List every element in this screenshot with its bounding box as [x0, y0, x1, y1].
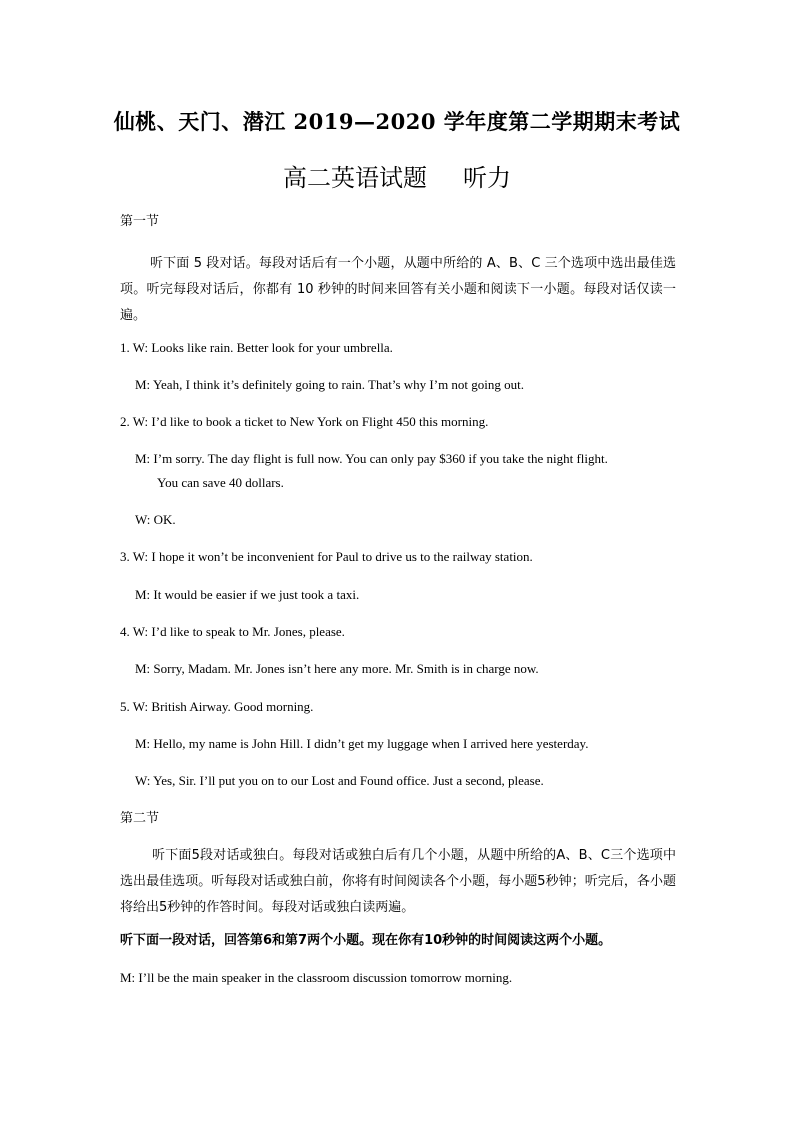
dialogue-4-line-2: M: Sorry, Madam. Mr. Jones isn’t here any more. Mr. Smith is in charge now. [135, 661, 539, 676]
dialogue-5-line-1: 5. W: British Airway. Good morning. [120, 699, 314, 714]
dialogue-2-line-3: W: OK. [135, 512, 176, 527]
exam-subtitle [0, 158, 794, 193]
dialogue-1-line-2: M: Yeah, I think it’s definitely going to rain. That’s why I’m not going out. [135, 377, 525, 392]
dialogue-1-line-1: 1. W: Looks like rain. Better look for your umbrella. [120, 340, 393, 355]
section2-instructions: 听下面5段对话或独白。每段对话或独白后有几个小题，从题中所给的A、B、C三个选项中选出最佳选项。听每段对话或独白前，你将有时间阅读各个小题，每小题5秒钟；听完后，各小题将给出5秒钟的作答时间。每段对话或独白读两遍。 [120, 848, 676, 915]
dialogue-4-line-1: 4. W: I’d like to speak to Mr. Jones, please. [120, 624, 345, 639]
section2-prompt: 听下面一段对话，回答第6和第7两个小题。现在你有10秒钟的时间阅读这两个小题。 [120, 933, 612, 948]
dialogue-3-line-1: 3. W: I hope it won’t be inconvenient for Paul to drive us to the railway station. [120, 549, 533, 564]
dialogue-2-line-2-cont: You can save 40 dollars. [157, 475, 284, 490]
dialogue-2-line-1: 2. W: I’d like to book a ticket to New York on Flight 450 this morning. [120, 414, 489, 429]
subtitle-subject: 高二英语试题 [283, 164, 427, 192]
section2-dialogue-line-1: M: I’ll be the main speaker in the classroom discussion tomorrow morning. [120, 970, 513, 985]
section2-heading: 第二节 [120, 811, 160, 826]
dialogue-3-line-2: M: It would be easier if we just took a taxi. [135, 587, 360, 602]
dialogue-2-line-2: M: I’m sorry. The day flight is full now. You can only pay $360 if you take the night flight. [135, 451, 608, 466]
dialogue-5-line-3: W: Yes, Sir. I’ll put you on to our Lost and Found office. Just a second, please. [135, 773, 544, 788]
dialogue-5-line-2: M: Hello, my name is John Hill. I didn’t get my luggage when I arrived here yesterday. [135, 736, 589, 751]
section1-heading: 第一节 [120, 214, 160, 229]
subtitle-part: 听力 [463, 164, 511, 192]
section1-instructions: 听下面 5 段对话。每段对话后有一个小题，从题中所给的 A、B、C 三个选项中选出最佳选项。听完每段对话后，你都有 10 秒钟的时间来回答有关小题和阅读下一小题。每段对话仅读一遍。 [120, 256, 676, 323]
exam-title: 仙桃、天门、潜江 2019—2020 学年度第二学期期末考试 [113, 109, 681, 134]
